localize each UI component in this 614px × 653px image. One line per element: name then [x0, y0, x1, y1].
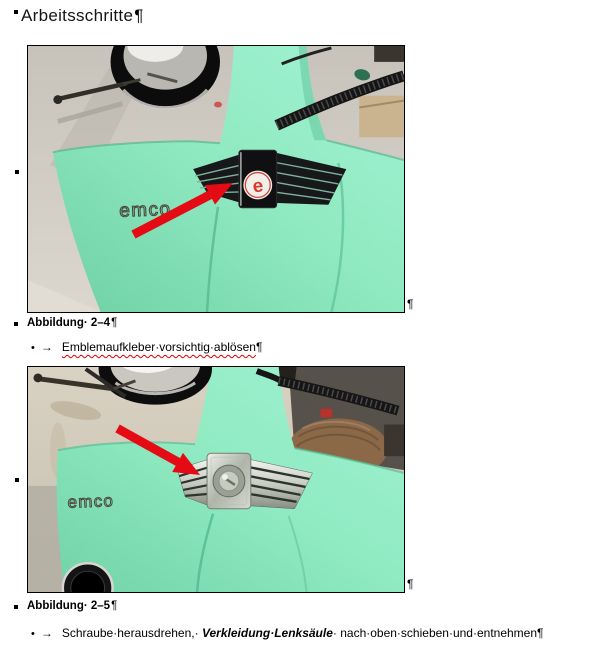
caption2-list-marker [14, 605, 18, 609]
figure2-caption-text: Abbildung· 2–5 [27, 600, 111, 612]
figure2-pilcrow: ¶ [407, 577, 414, 591]
figure1-photo [27, 45, 405, 313]
pilcrow-mark: ¶ [111, 317, 118, 329]
heading-list-marker [14, 10, 18, 14]
figure2-caption [27, 600, 117, 612]
step2-text-post: · nach·oben·schieben·und·entnehmen [332, 626, 538, 640]
figure2-list-marker [15, 478, 19, 482]
pilcrow-mark: ¶ [134, 6, 144, 25]
figure1-pilcrow: ¶ [407, 297, 414, 311]
figure1-photo-svg [28, 46, 404, 312]
step2-paragraph [31, 626, 543, 640]
figure1-list-marker [15, 170, 19, 174]
pilcrow-mark: ¶ [537, 626, 544, 640]
figure2-photo-svg [28, 367, 404, 592]
pilcrow-mark: ¶ [111, 600, 118, 612]
page-title-text: Arbeitsschritte [21, 6, 134, 25]
step2-arrow-icon: → [40, 626, 53, 640]
emco-logo-text: emco [118, 197, 172, 221]
step1-arrow-icon: → [40, 340, 53, 354]
emco-logo-text: emco [67, 491, 115, 512]
pilcrow-mark: ¶ [255, 340, 263, 354]
caption1-list-marker [14, 322, 18, 326]
figure1-caption [27, 317, 117, 329]
step1-paragraph [31, 340, 262, 354]
step1-bullet: • [31, 342, 35, 354]
step2-bullet: • [31, 628, 35, 640]
step1-text: Emblemaufkleber·vorsichtig·ablösen [61, 340, 256, 354]
figure2-photo [27, 366, 405, 593]
figure1-caption-text: Abbildung· 2–4 [27, 317, 111, 329]
step2-text-bold: Verkleidung·Lenksäule [201, 626, 333, 640]
emblem-e-logo: e [251, 174, 265, 197]
step2-text-pre: Schraube·herausdrehen,· [61, 626, 202, 640]
page-title [21, 6, 144, 26]
